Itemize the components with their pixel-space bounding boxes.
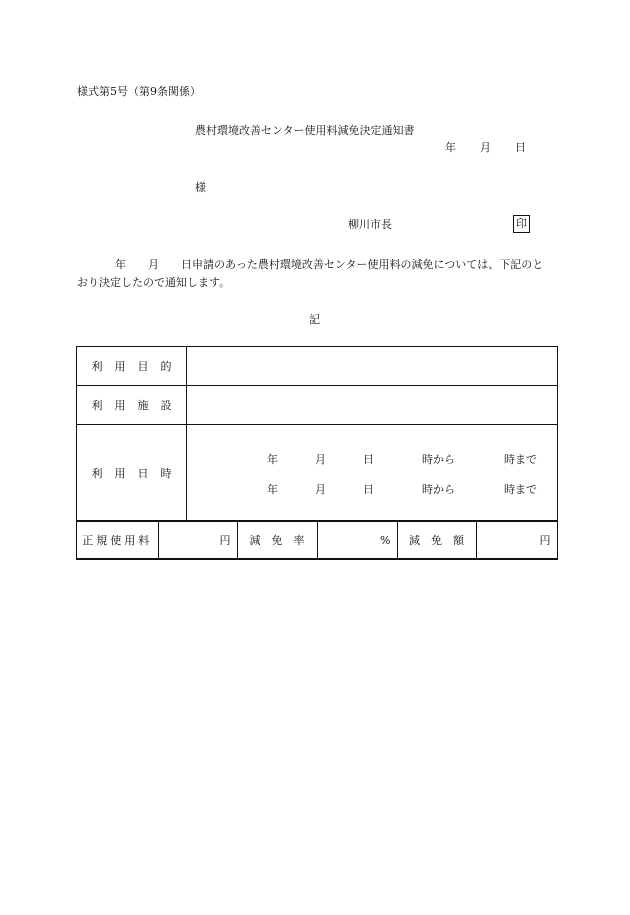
reduction-amount-label: 減 免 額: [397, 522, 476, 559]
regular-fee-field[interactable]: [158, 522, 237, 559]
datetime-row: [77, 425, 558, 521]
notice-body: [77, 256, 551, 292]
facility-label: 利 用 施 設: [77, 386, 187, 425]
datetime-line-2: 年 月 日 時から 時まで: [267, 482, 537, 496]
yen-unit: 円: [219, 534, 231, 547]
date-year: 年: [445, 141, 456, 154]
addressee-suffix: 様: [195, 181, 206, 194]
body-month: 月: [148, 258, 159, 271]
body-text: 日申請のあった農村環境改善センター使用料の減免については、下記のとおり決定したので通知します。: [77, 258, 544, 289]
datetime-line-1: 年 月 日 時から 時まで: [267, 452, 537, 466]
purpose-field[interactable]: [187, 347, 558, 386]
form-number: 様式第5号（第9条関係）: [77, 85, 201, 98]
reduction-rate-label: 減 免 率: [237, 522, 317, 559]
date-day: 日: [515, 141, 526, 154]
document-title: 農村環境改善センター使用料減免決定通知書: [195, 124, 415, 137]
purpose-row: [77, 347, 558, 386]
purpose-label: 利 用 目 的: [77, 347, 187, 386]
reduction-amount-field[interactable]: [476, 522, 557, 559]
seal-mark: 印: [513, 215, 530, 233]
date-month: 月: [480, 141, 491, 154]
issuer-name: 柳川市長: [348, 218, 392, 231]
fee-cell: [77, 521, 558, 560]
date-header: [445, 141, 526, 155]
fee-row: [77, 521, 558, 560]
datetime-label: 利 用 日 時: [77, 425, 187, 521]
ki-heading: 記: [309, 313, 320, 326]
percent-unit: %: [380, 533, 391, 547]
reduction-rate-field[interactable]: [317, 522, 397, 559]
usage-table: [76, 346, 558, 560]
yen-unit-2: 円: [539, 534, 551, 547]
facility-field[interactable]: [187, 386, 558, 425]
regular-fee-label: 正規使用料: [77, 522, 158, 559]
datetime-field[interactable]: [187, 425, 558, 521]
facility-row: [77, 386, 558, 425]
fee-grid: [77, 521, 558, 559]
body-year: 年: [115, 258, 126, 271]
